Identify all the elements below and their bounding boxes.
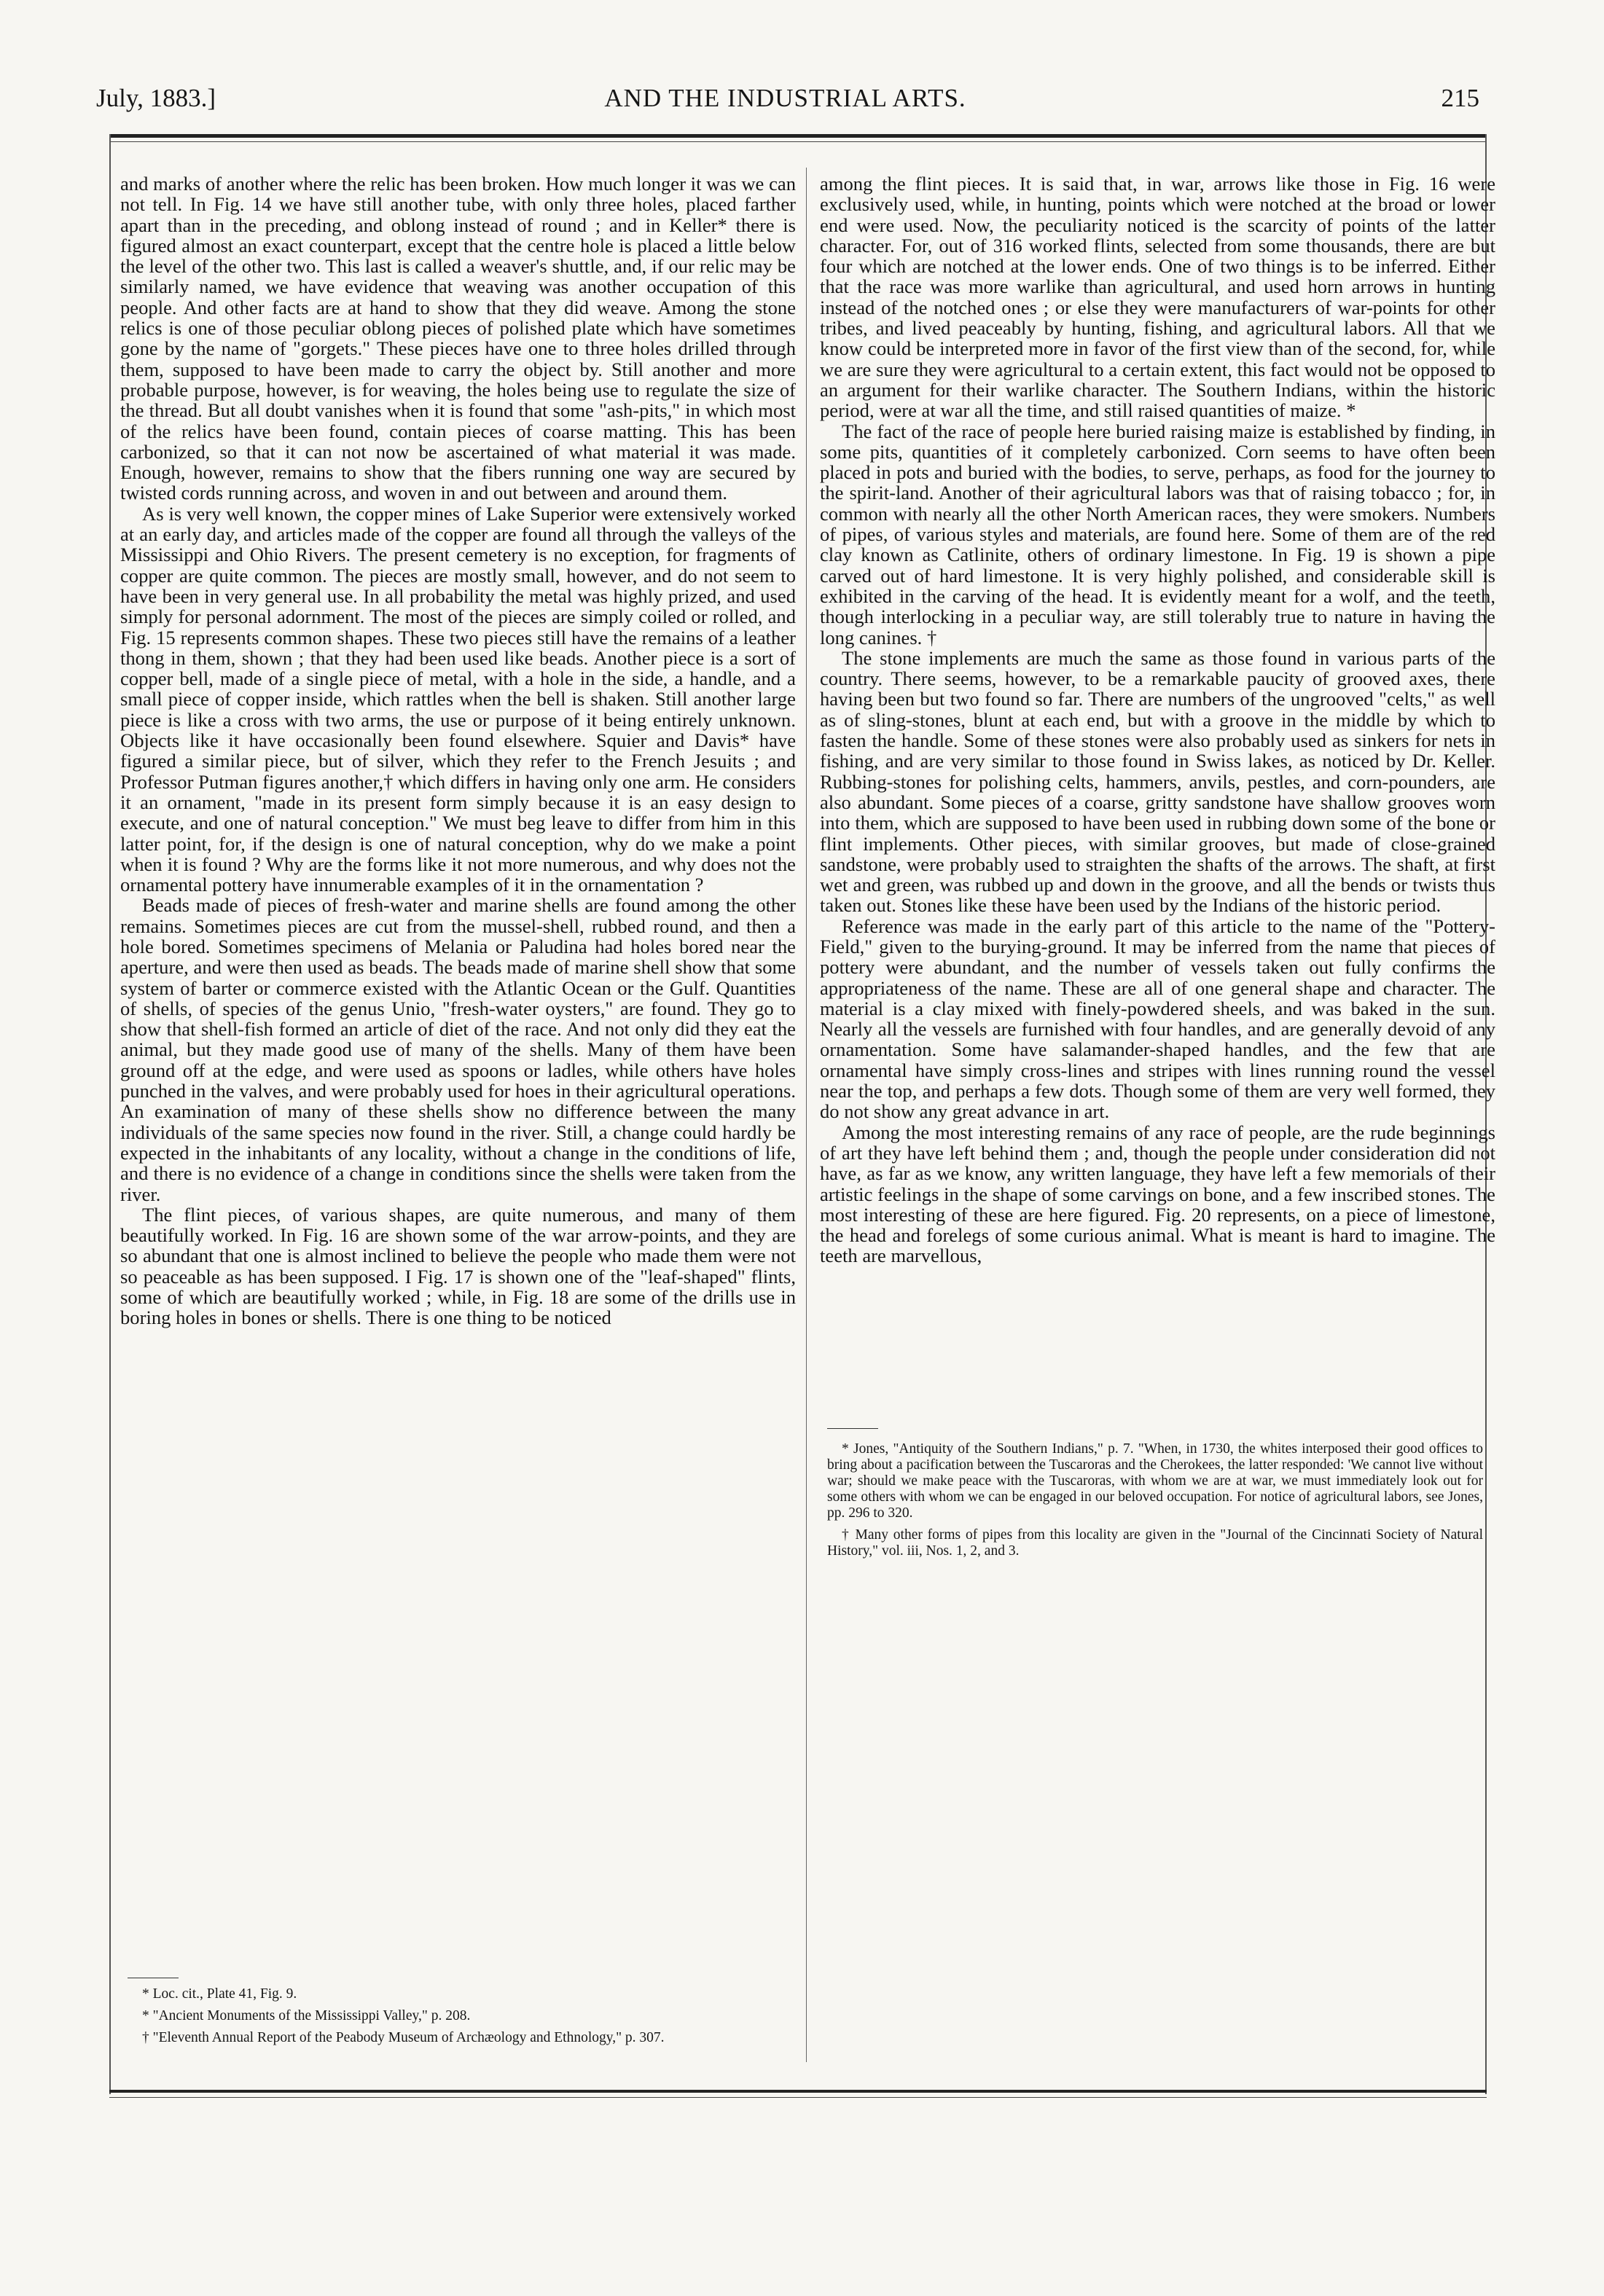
page-number: 215	[1441, 84, 1479, 112]
paragraph: The stone implements are much the same as those found in various parts of the country. There seems, however, to be a remarkable paucity of grooved axes, there having been but two found so far. There are numbers of the ungrooved "celts," as well as of sling-stones, blunt at each end, but with a groove in the middle by which to fasten the handle. Some of these stones were also probably used as sinkers for nets in fishing, and are very similar to those found in Swiss lakes, as noticed by Dr. Keller. Rubbing-stones for polishing celts, hammers, anvils, pestles, and corn-pounders, are also abundant. Some pieces of a coarse, gritty sandstone have shallow grooves worn into them, which are supposed to have been used in rubbing down some of the bone or flint implements. Other pieces, with similar grooves, but made of close-grained sandstone, were probably used to straighten the shafts of the arrows. The shaft, at first wet and green, was rubbed up and down in the groove, and all the bends or twists thus taken out. Stones like these have been used by the Indians of the historic period.	[820, 646, 1495, 917]
top-rule	[109, 134, 1487, 138]
bottom-rule-thin	[109, 2097, 1487, 2098]
running-header	[80, 84, 1490, 128]
column-divider	[806, 168, 807, 2062]
paragraph: As is very well known, the copper mines of Lake Superior were extensively worked at an early day, and articles made of the copper are found all through the valleys of the Mississippi and Ohio Rivers. The present cemetery is no exception, for fragments of copper are quite common. The pieces are mostly small, however, and do not seem to have been in very general use. In all probability the metal was highly prized, and used simply for personal adornment. The most of the pieces are simply coiled or rolled, and Fig. 15 represents common shapes. These two pieces still have the remains of a leather thong in them, shown ; that they had been used like beads. Another piece is a sort of copper bell, made of a single piece of metal, with a hole in the side, a handle, and a small piece of copper inside, which rattles when the bell is shaken. Still another large piece is like a cross with two arms, the use or purpose of it being entirely unknown. Objects like it have occasionally been found elsewhere. Squier and Davis* have figured a similar piece, but of silver, which they refer to the French Jesuits ; and Professor Putman figures another,† which differs in having only one arm. He considers it an ornament, "made in its present form simply because it is an easy design to execute, and one of natural conception." We must beg leave to differ from him in this latter point, for, if the design is one of natural conception, why do we make a point when it is found ? Why are the forms like it not more numerous, and why does not the ornamental pottery have innumerable examples of it in the ornamentation ?	[120, 502, 796, 896]
paragraph: Beads made of pieces of fresh-water and marine shells are found among the other remains. Sometimes pieces are cut from the mussel-shell, rubbed round, and then a hole bored. Sometimes specimens of Melania or Paludina had holes bored near the aperture, and were then used as beads. The beads made of marine shell show that some system of barter or commerce existed with the Atlantic Ocean or the Gulf. Quantities of shells, of species of the genus Unio, "fresh-water oysters," are found. They go to show that shell-fish formed an article of diet of the race. And not only did they eat the animal, but they made good use of many of the shells. Many of them have been ground off at the edge, and were used as spoons or ladles, while others have holes punched in the valves, and were probably used for hoes in their agricultural operations. An examination of many of these shells show no difference between the many individuals of the same species now found in the river. Still, a change could hardly be expected in the inhabitants of any locality, without a change in the conditions of life, and there is no evidence of a change in conditions since the shells were taken from the river.	[120, 894, 796, 1205]
issue-date: July, 1883.]	[96, 84, 216, 112]
top-rule-thin	[109, 141, 1487, 142]
footnote: * Jones, "Antiquity of the Southern Indians," p. 7. "When, in 1730, the whites interposed their good offices to bring about a pacification between the Tuscaroras and the Cherokees, the latter responded: 'We cannot live without war; should we make peace with the Tuscaroras, with whom we are at war, we must immediately look out for some others with whom we can be engaged in our beloved occupation. For notice of agricultural labors, see Jones, pp. 296 to 320.	[827, 1441, 1483, 1521]
paragraph: The flint pieces, of various shapes, are quite numerous, and many of them beautifully worked. In Fig. 16 are shown some of the war arrow-points, and they are so abundant that one is almost inclined to believe the people who made them were not so peaceable as has been supposed. I Fig. 17 is shown one of the "leaf-shaped" flints, some of which are beautifully worked ; while, in Fig. 18 are some of the drills use in boring holes in bones or shells. There is one thing to be noticed	[120, 1203, 796, 1329]
left-footnotes	[128, 1986, 791, 2052]
paragraph: The fact of the race of people here buried raising maize is established by finding, in some pits, quantities of it completely carbonized. Corn seems to have often been placed in pots and buried with the bodies, to serve, perhaps, as food for the journey to the spirit-land. Another of their agricultural labors was that of raising tobacco ; for, in common with nearly all the other North American races, they were smokers. Numbers of pipes, of various styles and materials, are found here. Some of them are of the red clay known as Catlinite, others of ordinary limestone. In Fig. 19 is shown a pipe carved out of hard limestone. It is very highly polished, and considerable skill is exhibited in the carving of the head. It is evidently meant for a wolf, and the teeth, though interlocking in a peculiar way, are still tolerably true to nature in having the long canines. †	[820, 420, 1495, 649]
running-title: AND THE INDUSTRIAL ARTS.	[604, 84, 966, 112]
left-column	[120, 173, 796, 1988]
footnote: * "Ancient Monuments of the Mississippi Valley," p. 208.	[142, 2008, 471, 2023]
footnote: † "Eleventh Annual Report of the Peabody Museum of Archæology and Ethnology," p. 307.	[142, 2030, 665, 2045]
footnote: * Loc. cit., Plate 41, Fig. 9.	[142, 1986, 297, 2002]
paragraph: among the flint pieces. It is said that, in war, arrows like those in Fig. 16 were exclusively used, while, in hunting, points which were notched at the broad or lower end were used. Now, the peculiarity noticed is the scarcity of points of the latter character. For, out of 316 worked flints, selected from some thousands, there are but four which are notched at the lower ends. One of two things is to be inferred. Either that the race was more warlike than agricultural, and used horn arrows in hunting instead of the notched ones ; or else they were manufacturers of war-points for other tribes, and lived peaceably by hunting, fishing, and agricultural labors. All that we know could be interpreted more in favor of the first view than of the second, for, while we are sure they were agricultural to a certain extent, this fact would not be opposed to an argument for their warlike character. The Southern Indians, within the historic period, were at war all the time, and still raised quantities of maize. *	[820, 173, 1495, 422]
paragraph: Among the most interesting remains of any race of people, are the rude beginnings of art they have left behind them ; and, though the people under consideration did not have, as far as we know, any written language, they have left a few memorials of their artistic feelings in the shape of some carvings on bone, and a few inscribed stones. The most interesting of these are here figured. Fig. 20 represents, on a piece of limestone, the head and forelegs of some curious animal. What is meant is hard to imagine. The teeth are marvellous,	[820, 1121, 1495, 1267]
right-column	[820, 173, 1495, 1412]
paragraph: and marks of another where the relic has been broken. How much longer it was we can not tell. In Fig. 14 we have still another tube, with only three holes, placed farther apart than in the preceding, and oblong instead of round ; and in Keller* there is figured almost an exact counterpart, except that the centre hole is placed a little below the level of the other two. This last is called a weaver's shuttle, and, if our relic may be similarly named, we have evidence that weaving was another occupation of this people. And other facts are at hand to show that they did weave. Among the stone relics is one of those peculiar oblong pieces of polished plate which have sometimes gone by the name of "gorgets." These pieces have one to three holes drilled through them, supposed to have been made to carry the object by. Still another and more probable purpose, however, is for weaving, the holes being use to regulate the size of the thread. But all doubt vanishes when it is found that some "ash-pits," in which most of the relics have been found, contain pieces of coarse matting. This has been carbonized, so that it can not now be ascertained of what material it was made. Enough, however, remains to show that the fibers running one way are secured by twisted cords running across, and woven in and out between and around them.	[120, 173, 796, 504]
footnote: † Many other forms of pipes from this locality are given in the "Journal of the Cincinnati Society of Natural History," vol. iii, Nos. 1, 2, and 3.	[827, 1527, 1483, 1559]
bottom-rule	[109, 2090, 1487, 2093]
footnote-rule	[827, 1428, 878, 1429]
paragraph: Reference was made in the early part of this article to the name of the "Pottery-Field," given to the burying-ground. It may be inferred from the name that pieces of pottery were abundant, and the number of vessels taken out fully confirms the appropriateness of the name. These are all of one general shape and character. The material is a clay mixed with finely-powdered sheels, and was baked in the sun. Nearly all the vessels are furnished with four handles, and are generally devoid of any ornamentation. Some have salamander-shaped handles, and the few that are ornamental have simply cross-lines and stripes with lines running round the vessel near the top, and perhaps a few dots. Though some of them are very well formed, they do not show any great advance in art.	[820, 914, 1495, 1123]
left-border-rule	[109, 134, 111, 2094]
right-footnotes	[827, 1441, 1483, 1565]
